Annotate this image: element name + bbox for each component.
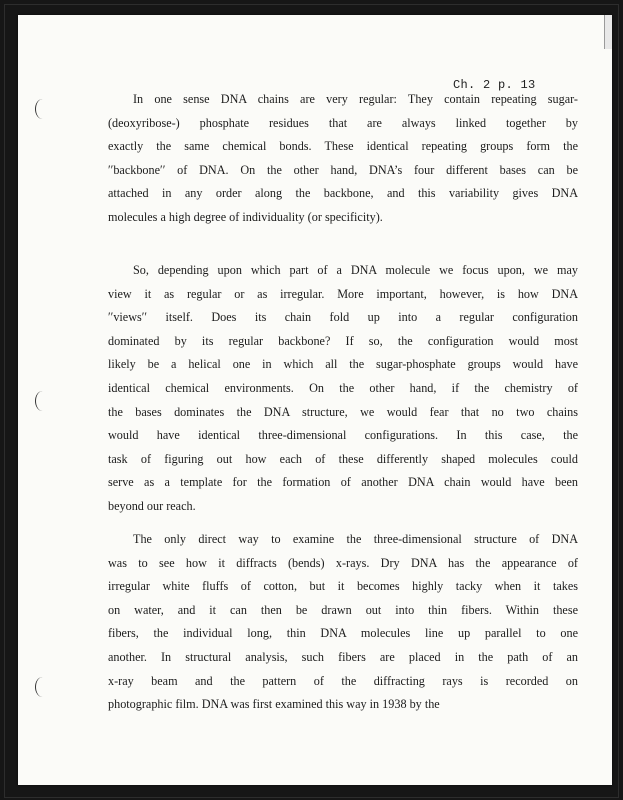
text-line: the bases dominates the DNA structure, we would fear that no two chains xyxy=(108,404,578,419)
text-line: So, depending upon which part of a DNA molecule we focus upon, we may xyxy=(133,263,578,277)
text-line: photographic film. DNA was first examined this way in 1938 by the xyxy=(108,697,440,712)
text-line: likely be a helical one in which all the sugar-phosphate groups would have xyxy=(108,357,578,372)
text-line: another. In structural analysis, such fibers are placed in the path of an xyxy=(108,649,578,664)
text-line: was to see how it diffracts (bends) x-rays. Dry DNA has the appearance of xyxy=(108,555,578,570)
text-line: ′′views′′ itself. Does its chain fold up into a regular configuration xyxy=(108,310,578,325)
manuscript-page xyxy=(18,15,612,785)
text-line: dominated by its regular backbone? If so, the configuration would most xyxy=(108,333,578,348)
binder-hole-mark xyxy=(35,677,45,697)
text-line: task of figuring out how each of these differently shaped molecules could xyxy=(108,451,578,466)
text-line: attached in any order along the backbone, and this variability gives DNA xyxy=(108,186,578,201)
paragraph-3 xyxy=(108,528,578,717)
text-line: on water, and it can then be drawn out into thin fibers. Within these xyxy=(108,602,578,617)
text-line: molecules a high degree of individuality (or specificity). xyxy=(108,209,383,224)
text-line: The only direct way to examine the three-dimensional structure of DNA xyxy=(133,532,578,546)
text-line: ′′backbone′′ of DNA. On the other hand, DNA’s four different bases can be xyxy=(108,162,578,177)
paragraph-2 xyxy=(108,259,578,519)
page-tab xyxy=(604,15,612,49)
text-line: irregular white fluffs of cotton, but it becomes highly tacky when it takes xyxy=(108,579,578,594)
binder-hole-mark xyxy=(35,99,45,119)
text-line: fibers, the individual long, thin DNA molecules line up parallel to one xyxy=(108,626,578,641)
paragraph-1 xyxy=(108,88,578,230)
text-line: beyond our reach. xyxy=(108,498,196,513)
text-line: identical chemical environments. On the other hand, if the chemistry of xyxy=(108,380,578,395)
text-line: (deoxyribose-) phosphate residues that are always linked together by xyxy=(108,115,578,130)
text-line: view it as regular or as irregular. More important, however, is how DNA xyxy=(108,286,578,301)
text-line: serve as a template for the formation of another DNA chain would have been xyxy=(108,475,578,490)
binder-hole-mark xyxy=(35,391,45,411)
text-line: In one sense DNA chains are very regular: They contain repeating sugar- xyxy=(133,92,578,106)
text-line: would have identical three-dimensional configurations. In this case, the xyxy=(108,428,578,443)
text-line: x-ray beam and the pattern of the diffracting rays is recorded on xyxy=(108,673,578,688)
page-number: Ch. 2 p. 13 xyxy=(453,78,536,92)
text-line: exactly the same chemical bonds. These identical repeating groups form the xyxy=(108,139,578,154)
